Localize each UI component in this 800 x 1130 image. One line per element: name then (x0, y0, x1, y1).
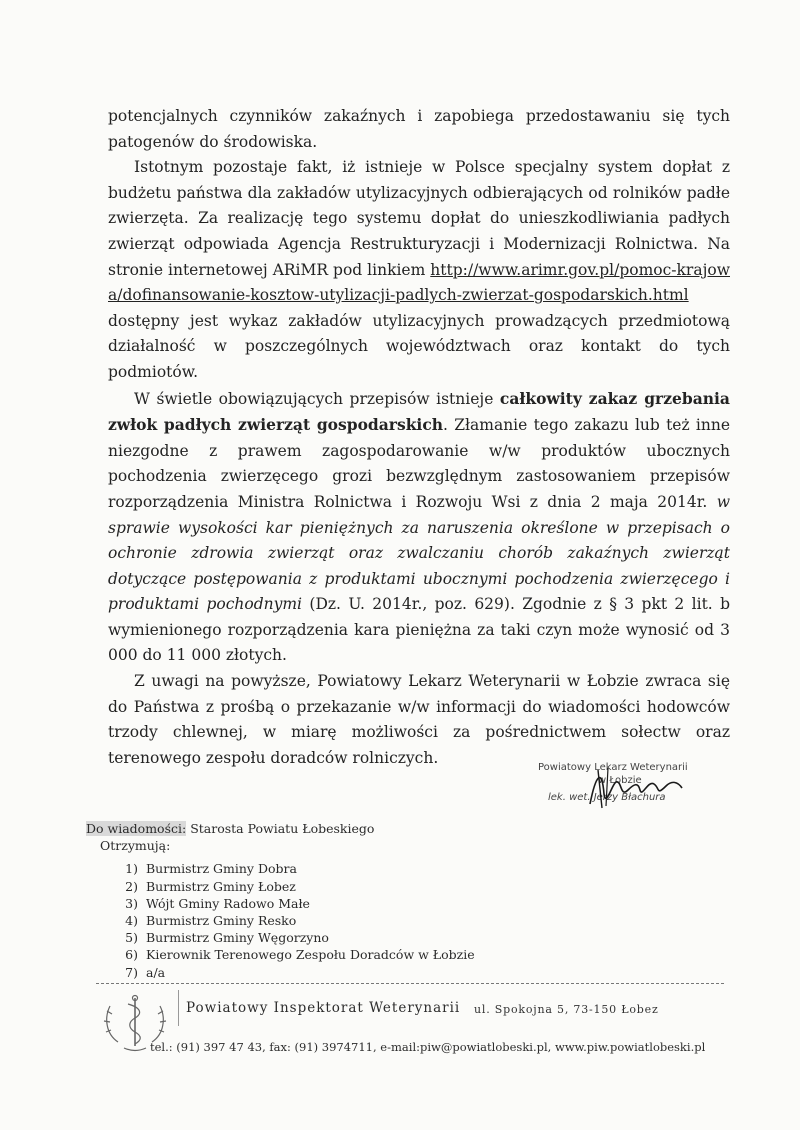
list-item: 3) Wójt Gminy Radowo Małe (125, 895, 310, 911)
inspectorate-name: Powiatowy Inspektorat Weterynarii (186, 1000, 461, 1016)
ban-statement: całkowity zakaz grzebania zwłok padłych zwierząt gospodarskich (108, 388, 730, 435)
paragraph-2-text-end: dostępny jest wykaz zakładów utylizacyjnych prowadzących przedmiotową działalność w poszczególnych województwach oraz kontakt do tych podmiotów. (108, 311, 730, 381)
signature-name: lek. wet. Jerzy Błachura (548, 792, 666, 803)
signature-title: Powiatowy Lekarz Weterynarii (538, 762, 688, 773)
letter-body (108, 104, 730, 771)
recipients-label: Otrzymują: (100, 838, 171, 854)
handwritten-signature (582, 764, 702, 810)
inspectorate-address: ul. Spokojna 5, 73-150 Łobez (474, 1003, 659, 1016)
footer-separator (178, 990, 179, 1026)
paragraph-3-text: W świetle obowiązujących przepisów istnieje (134, 389, 494, 408)
cc-value: Starosta Powiatu Łobeskiego (190, 821, 375, 836)
paragraph-2 (108, 155, 730, 385)
recipients-block (86, 820, 475, 981)
inspectorate-contact: tel.: (91) 397 47 43, fax: (91) 3974711, e-mail:piw@powiatlobeski.pl, www.piw.powiatlobeski.pl (150, 1040, 706, 1054)
paragraph-3-text-mid: . Złamanie tego zakazu lub też inne niezgodne z prawem zagospodarowanie w/w produktów ubocznych pochodzenia zwierzęcego grozi bezwzględnym zastosowaniem przepisów rozporządzenia Ministra Rolnictwa i Rozwoju Wsi z dnia 2 maja 2014r. (108, 416, 730, 511)
paragraph-3-text-end: (Dz. U. 2014r., poz. 629). Zgodnie z § 3 pkt 2 lit. b wymienionego rozporządzenia kara pieniężna za taki czyn może wynosić od 3 000 do 11 000 złotych. (108, 595, 731, 665)
recipients-list (86, 860, 475, 980)
signature-block (538, 762, 718, 808)
list-item: 6) Kierownik Terenowego Zespołu Doradców w Łobzie (125, 947, 475, 963)
regulation-title: w sprawie wysokości kar pieniężnych za naruszenia określone w przepisach o ochronie zdrowia zwierząt oraz zwalczaniu chorób zakaźnych zwierząt dotyczące postępowania z produktami ubocznymi pochodzenia zwierzęcego i produktami pochodnymi (108, 492, 730, 614)
paragraph-4: Z uwagi na powyższe, Powiatowy Lekarz Weterynarii w Łobzie zwraca się do Państwa z prośbą o przekazanie w/w informacji do wiadomości hodowców trzody chlewnej, w miarę możliwości za pośrednictwem sołectw oraz terenowego zespołu doradców rolniczych. (108, 672, 730, 767)
arimr-link[interactable]: http://www.arimr.gov.pl/pomoc-krajowa/dofinansowanie-kosztow-utylizacji-padlych-zwierzat-gospodarskich.html (108, 260, 730, 305)
list-item: 1) Burmistrz Gminy Dobra (125, 861, 297, 877)
paragraph-1: potencjalnych czynników zakaźnych i zapobiega przedostawaniu się tych patogenów do środowiska. (108, 107, 730, 151)
footer-divider (96, 983, 724, 984)
list-item: 5) Burmistrz Gminy Węgorzyno (125, 930, 329, 946)
list-item: 7) a/a (125, 964, 166, 980)
cc-line (86, 820, 475, 837)
paragraph-2-text: Istotnym pozostaje fakt, iż istnieje w Polsce specjalny system dopłat z budżetu państwa dla zakładów utylizacyjnych odbierających od rolników padłe zwierzęta. Za realizację tego systemu dopłat do unieszkodliwiania padłych zwierząt odpowiada Agencja Restrukturyzacji i Modernizacji Rolnictwa. Na stronie internetowej ARiMR pod linkiem (108, 158, 730, 279)
list-item: 4) Burmistrz Gminy Resko (125, 913, 297, 929)
paragraph-3 (108, 386, 730, 670)
signature-place: w Łobzie (598, 775, 642, 786)
list-item: 2) Burmistrz Gminy Łobez (125, 878, 296, 894)
cc-label: Do wiadomości: (86, 821, 187, 836)
